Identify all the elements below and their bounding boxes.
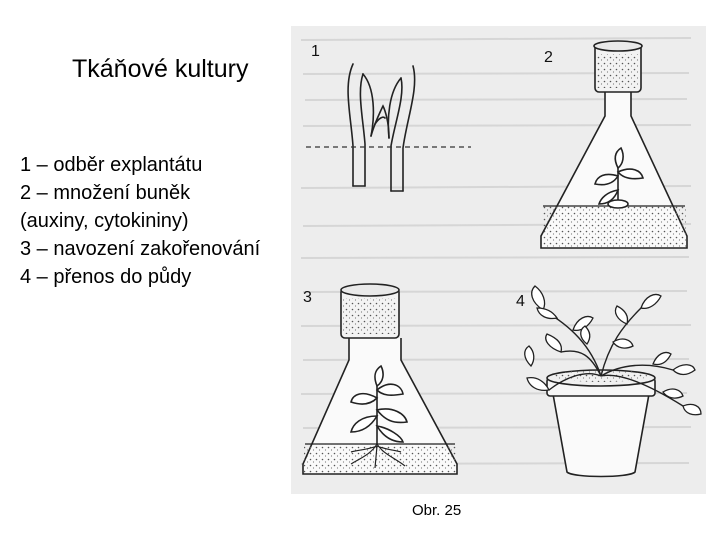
step-2-detail: (auxiny, cytokininy) <box>20 210 189 232</box>
tissue-culture-illustration <box>291 26 706 494</box>
step-1: 1 – odběr explantátu <box>20 154 203 176</box>
panel-number-3: 3 <box>303 289 312 306</box>
step-3: 3 – navození zakořenování <box>20 238 261 260</box>
step-2: 2 – množení buněk <box>20 182 191 204</box>
slide-title: Tkáňové kultury <box>72 55 249 83</box>
panel-number-2: 2 <box>544 49 553 66</box>
step-4: 4 – přenos do půdy <box>20 266 192 288</box>
steps-list <box>20 151 260 291</box>
panel-number-1: 1 <box>311 43 320 60</box>
figure-caption: Obr. 25 <box>412 502 462 519</box>
panel-number-4: 4 <box>516 293 525 310</box>
